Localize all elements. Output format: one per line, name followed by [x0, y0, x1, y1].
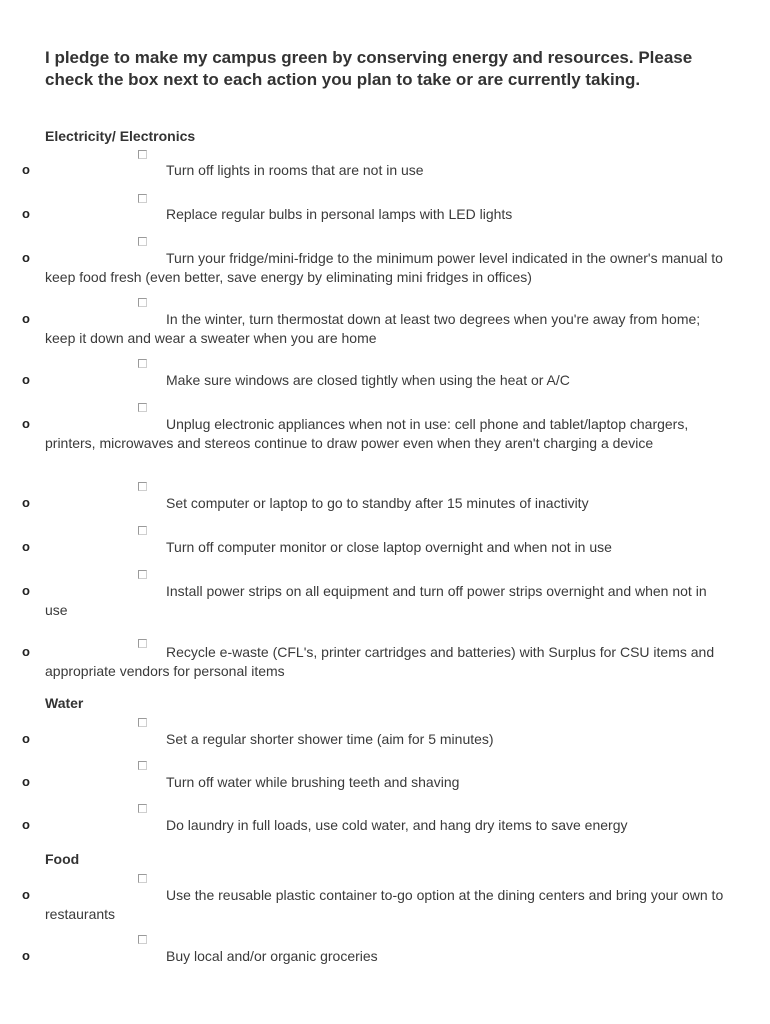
pledge-item-text: Turn off computer monitor or close laptop overnight and when not in use — [166, 539, 612, 555]
pledge-item-text: Turn off lights in rooms that are not in use — [166, 162, 424, 178]
pledge-checkbox[interactable] — [138, 194, 147, 203]
pledge-item-text: Turn off water while brushing teeth and shaving — [166, 774, 460, 790]
bullet-marker: o — [22, 948, 30, 963]
pledge-title: I pledge to make my campus green by conserving energy and resources. Please check the box next to each action you plan to take or are currently taking. — [45, 48, 693, 89]
bullet-marker: o — [22, 250, 30, 265]
bullet-marker: o — [22, 774, 30, 789]
pledge-checkbox[interactable] — [138, 718, 147, 727]
bullet-marker: o — [22, 372, 30, 387]
bullet-marker: o — [22, 311, 30, 326]
pledge-item-text: Turn your fridge/mini-fridge to the minimum power level indicated in the owner's manual to keep food fresh (even better, save energy by eliminating mini fridges in offices) — [45, 250, 723, 285]
pledge-item-text: Do laundry in full loads, use cold water, and hang dry items to save energy — [166, 817, 628, 833]
pledge-checkbox[interactable] — [138, 761, 147, 770]
pledge-item-text: Recycle e-waste (CFL's, printer cartridges and batteries) with Surplus for CSU items and appropriate vendors for personal items — [45, 644, 715, 679]
bullet-marker: o — [22, 162, 30, 177]
pledge-checkbox[interactable] — [138, 150, 147, 159]
pledge-checkbox[interactable] — [138, 403, 147, 412]
bullet-marker: o — [22, 583, 30, 598]
pledge-checkbox[interactable] — [138, 298, 147, 307]
pledge-item-text: Replace regular bulbs in personal lamps with LED lights — [166, 206, 513, 222]
section-heading-water: Water — [45, 695, 84, 711]
pledge-checkbox[interactable] — [138, 935, 147, 944]
pledge-checkbox[interactable] — [138, 570, 147, 579]
pledge-item-text: Use the reusable plastic container to-go option at the dining centers and bring your own to restaurants — [45, 887, 724, 922]
section-heading-electricity: Electricity/ Electronics — [45, 128, 196, 144]
section-heading-food: Food — [45, 851, 80, 867]
pledge-item-text: Buy local and/or organic groceries — [166, 948, 378, 964]
bullet-marker: o — [22, 644, 30, 659]
bullet-marker: o — [22, 887, 30, 902]
pledge-item-text: Set a regular shorter shower time (aim for 5 minutes) — [166, 731, 494, 747]
pledge-checkbox[interactable] — [138, 359, 147, 368]
pledge-checkbox[interactable] — [138, 237, 147, 246]
pledge-checkbox[interactable] — [138, 526, 147, 535]
bullet-marker: o — [22, 731, 30, 746]
pledge-item-text: Unplug electronic appliances when not in use: cell phone and tablet/laptop chargers, printers, microwaves and stereos continue to draw power even when they aren't charging a device — [45, 416, 689, 451]
pledge-item-text: Make sure windows are closed tightly when using the heat or A/C — [166, 372, 570, 388]
bullet-marker: o — [22, 817, 30, 832]
pledge-item-text: Install power strips on all equipment and turn off power strips overnight and when not in use — [45, 583, 707, 618]
bullet-marker: o — [22, 495, 30, 510]
pledge-checkbox[interactable] — [138, 804, 147, 813]
pledge-item-text: Set computer or laptop to go to standby after 15 minutes of inactivity — [166, 495, 589, 511]
pledge-checkbox[interactable] — [138, 482, 147, 491]
pledge-checkbox[interactable] — [138, 874, 147, 883]
pledge-item-text: In the winter, turn thermostat down at least two degrees when you're away from home; keep it down and wear a sweater when you are home — [45, 311, 701, 346]
bullet-marker: o — [22, 416, 30, 431]
bullet-marker: o — [22, 539, 30, 554]
bullet-marker: o — [22, 206, 30, 221]
